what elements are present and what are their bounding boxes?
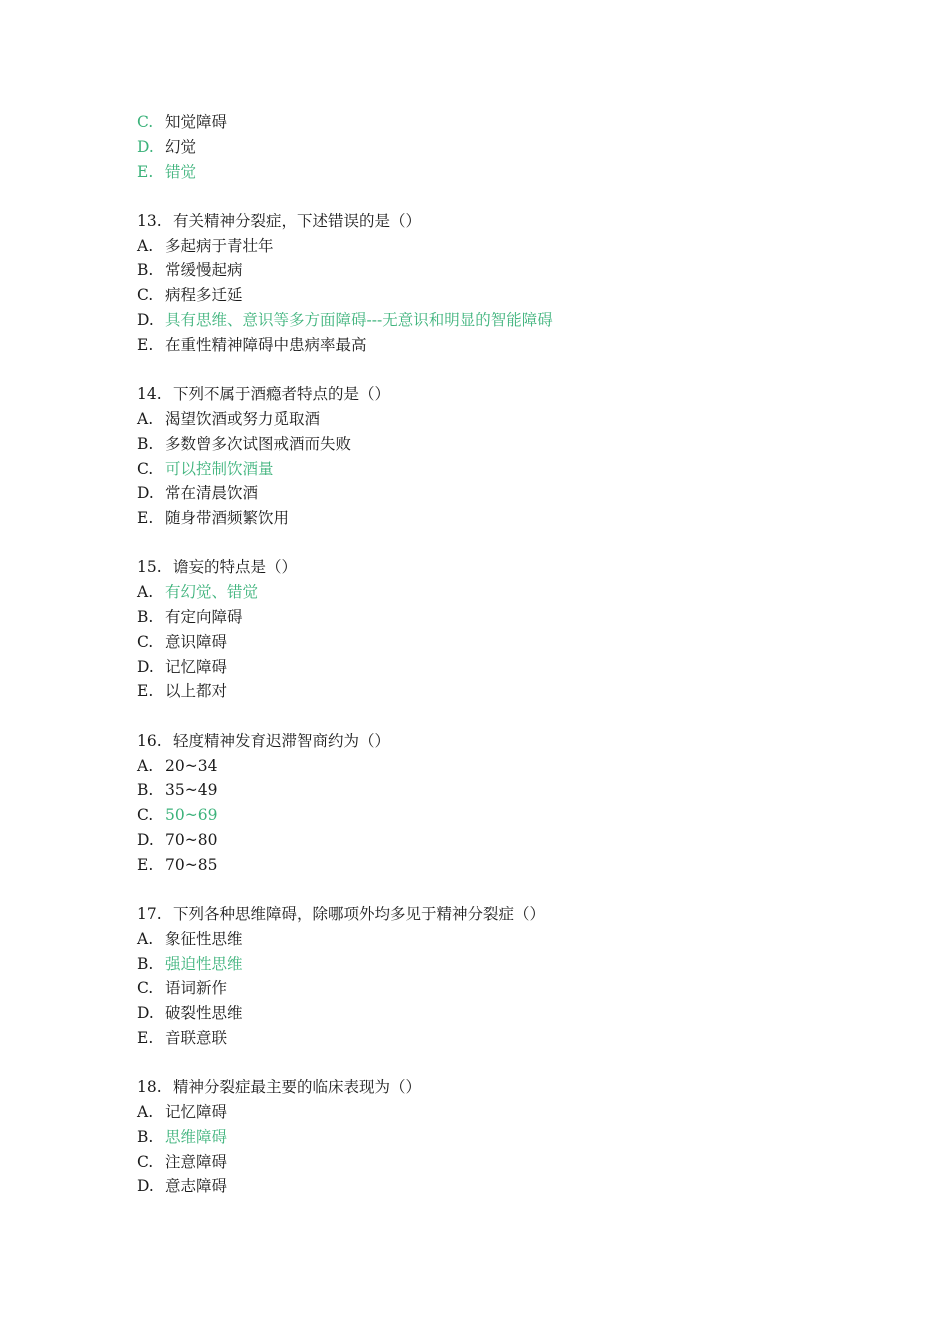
answer-option xyxy=(137,160,897,185)
answer-option xyxy=(137,778,897,803)
option-text: 具有思维、意识等多方面障碍---无意识和明显的智能障碍 xyxy=(165,311,553,330)
option-text: 随身带酒频繁饮用 xyxy=(165,509,290,528)
answer-option xyxy=(137,457,897,482)
option-text: 意识障碍 xyxy=(165,632,228,651)
option-letter: E. xyxy=(137,682,154,701)
option-letter: A. xyxy=(137,929,154,948)
option-text: 70~85 xyxy=(165,855,218,874)
question-block xyxy=(137,902,897,1051)
answer-option xyxy=(137,828,897,853)
option-text: 语词新作 xyxy=(165,979,228,998)
question-block xyxy=(137,729,897,878)
option-letter: D. xyxy=(137,830,154,849)
question-text: 轻度精神发育迟滞智商约为（） xyxy=(173,731,391,750)
option-text: 记忆障碍 xyxy=(165,657,228,676)
option-letter: A. xyxy=(137,1103,154,1122)
answer-option xyxy=(137,679,897,704)
answer-option xyxy=(137,803,897,828)
question-block xyxy=(137,555,897,704)
question-text: 下列各种思维障碍，除哪项外均多见于精神分裂症（） xyxy=(173,905,546,924)
option-text: 幻觉 xyxy=(165,137,197,156)
exam-page xyxy=(137,110,897,1224)
option-text: 象征性思维 xyxy=(165,929,243,948)
answer-option xyxy=(137,308,897,333)
option-letter: A. xyxy=(137,236,154,255)
option-text: 可以控制饮酒量 xyxy=(165,459,274,478)
answer-option xyxy=(137,952,897,977)
option-letter: C. xyxy=(137,632,154,651)
answer-option xyxy=(137,135,897,160)
answer-option xyxy=(137,1174,897,1199)
option-letter: A. xyxy=(137,583,154,602)
option-letter: D. xyxy=(137,311,154,330)
option-letter: B. xyxy=(137,261,154,280)
option-letter: E. xyxy=(137,335,154,354)
option-text: 70~80 xyxy=(165,830,218,849)
answer-option xyxy=(137,234,897,259)
question-stem xyxy=(137,382,897,407)
option-letter: D. xyxy=(137,657,154,676)
option-text: 50~69 xyxy=(165,806,218,825)
option-letter: C. xyxy=(137,459,154,478)
question-stem xyxy=(137,1075,897,1100)
question-number: 18. xyxy=(137,1078,162,1097)
question-number: 17. xyxy=(137,905,162,924)
question-number: 15. xyxy=(137,558,162,577)
question-stem xyxy=(137,209,897,234)
option-text: 病程多迁延 xyxy=(165,286,243,305)
option-text: 在重性精神障碍中患病率最高 xyxy=(165,335,367,354)
answer-option xyxy=(137,927,897,952)
answer-option xyxy=(137,976,897,1001)
answer-option xyxy=(137,630,897,655)
answer-option xyxy=(137,110,897,135)
option-letter: D. xyxy=(137,1177,154,1196)
answer-option xyxy=(137,333,897,358)
answer-option xyxy=(137,1100,897,1125)
question-block xyxy=(137,1075,897,1199)
option-letter: A. xyxy=(137,409,154,428)
option-letter: B. xyxy=(137,608,154,627)
question-number: 16. xyxy=(137,731,162,750)
option-text: 破裂性思维 xyxy=(165,1004,243,1023)
answer-option xyxy=(137,432,897,457)
option-text: 多起病于青壮年 xyxy=(165,236,274,255)
option-letter: D. xyxy=(137,484,154,503)
answer-option xyxy=(137,754,897,779)
option-text: 错觉 xyxy=(165,162,197,181)
option-letter: C. xyxy=(137,1152,154,1171)
answer-option xyxy=(137,1001,897,1026)
question-text: 谵妄的特点是（） xyxy=(173,558,298,577)
question-block xyxy=(137,382,897,531)
question-stem xyxy=(137,729,897,754)
question-stem xyxy=(137,902,897,927)
option-text: 强迫性思维 xyxy=(165,954,243,973)
option-text: 多数曾多次试图戒酒而失败 xyxy=(165,434,352,453)
answer-option xyxy=(137,258,897,283)
option-text: 有幻觉、错觉 xyxy=(165,583,259,602)
option-text: 记忆障碍 xyxy=(165,1103,228,1122)
answer-option xyxy=(137,506,897,531)
answer-option xyxy=(137,605,897,630)
option-letter: C. xyxy=(137,286,154,305)
option-letter: B. xyxy=(137,434,154,453)
option-text: 常缓慢起病 xyxy=(165,261,243,280)
option-text: 有定向障碍 xyxy=(165,608,243,627)
option-letter: C. xyxy=(137,113,154,131)
answer-option xyxy=(137,853,897,878)
answer-option xyxy=(137,655,897,680)
answer-option xyxy=(137,283,897,308)
option-text: 意志障碍 xyxy=(165,1177,228,1196)
option-letter: B. xyxy=(137,781,154,800)
option-letter: E. xyxy=(137,509,154,528)
option-text: 注意障碍 xyxy=(165,1152,228,1171)
option-text: 以上都对 xyxy=(165,682,228,701)
option-text: 20~34 xyxy=(165,756,218,775)
answer-option xyxy=(137,1026,897,1051)
question-text: 有关精神分裂症，下述错误的是（） xyxy=(173,211,422,230)
answer-option xyxy=(137,481,897,506)
option-letter: C. xyxy=(137,979,154,998)
option-text: 常在清晨饮酒 xyxy=(165,484,259,503)
option-letter: E. xyxy=(137,1029,154,1047)
question-text: 下列不属于酒瘾者特点的是（） xyxy=(173,385,391,404)
option-letter: A. xyxy=(137,756,154,775)
question-block xyxy=(137,209,897,358)
question-stem xyxy=(137,555,897,580)
question-block xyxy=(137,110,897,184)
answer-option xyxy=(137,580,897,605)
option-letter: D. xyxy=(137,137,154,156)
option-letter: E. xyxy=(137,162,154,181)
answer-option xyxy=(137,1150,897,1175)
option-text: 渴望饮酒或努力觅取酒 xyxy=(165,409,321,428)
question-text: 精神分裂症最主要的临床表现为（） xyxy=(173,1078,422,1097)
question-number: 14. xyxy=(137,385,162,404)
option-letter: B. xyxy=(137,1127,154,1146)
option-text: 音联意联 xyxy=(165,1029,228,1047)
option-text: 知觉障碍 xyxy=(165,113,228,131)
option-text: 思维障碍 xyxy=(165,1127,228,1146)
option-text: 35~49 xyxy=(165,781,218,800)
answer-option xyxy=(137,407,897,432)
answer-option xyxy=(137,1125,897,1150)
option-letter: D. xyxy=(137,1004,154,1023)
option-letter: E. xyxy=(137,855,154,874)
option-letter: B. xyxy=(137,954,154,973)
question-number: 13. xyxy=(137,211,162,230)
option-letter: C. xyxy=(137,806,154,825)
